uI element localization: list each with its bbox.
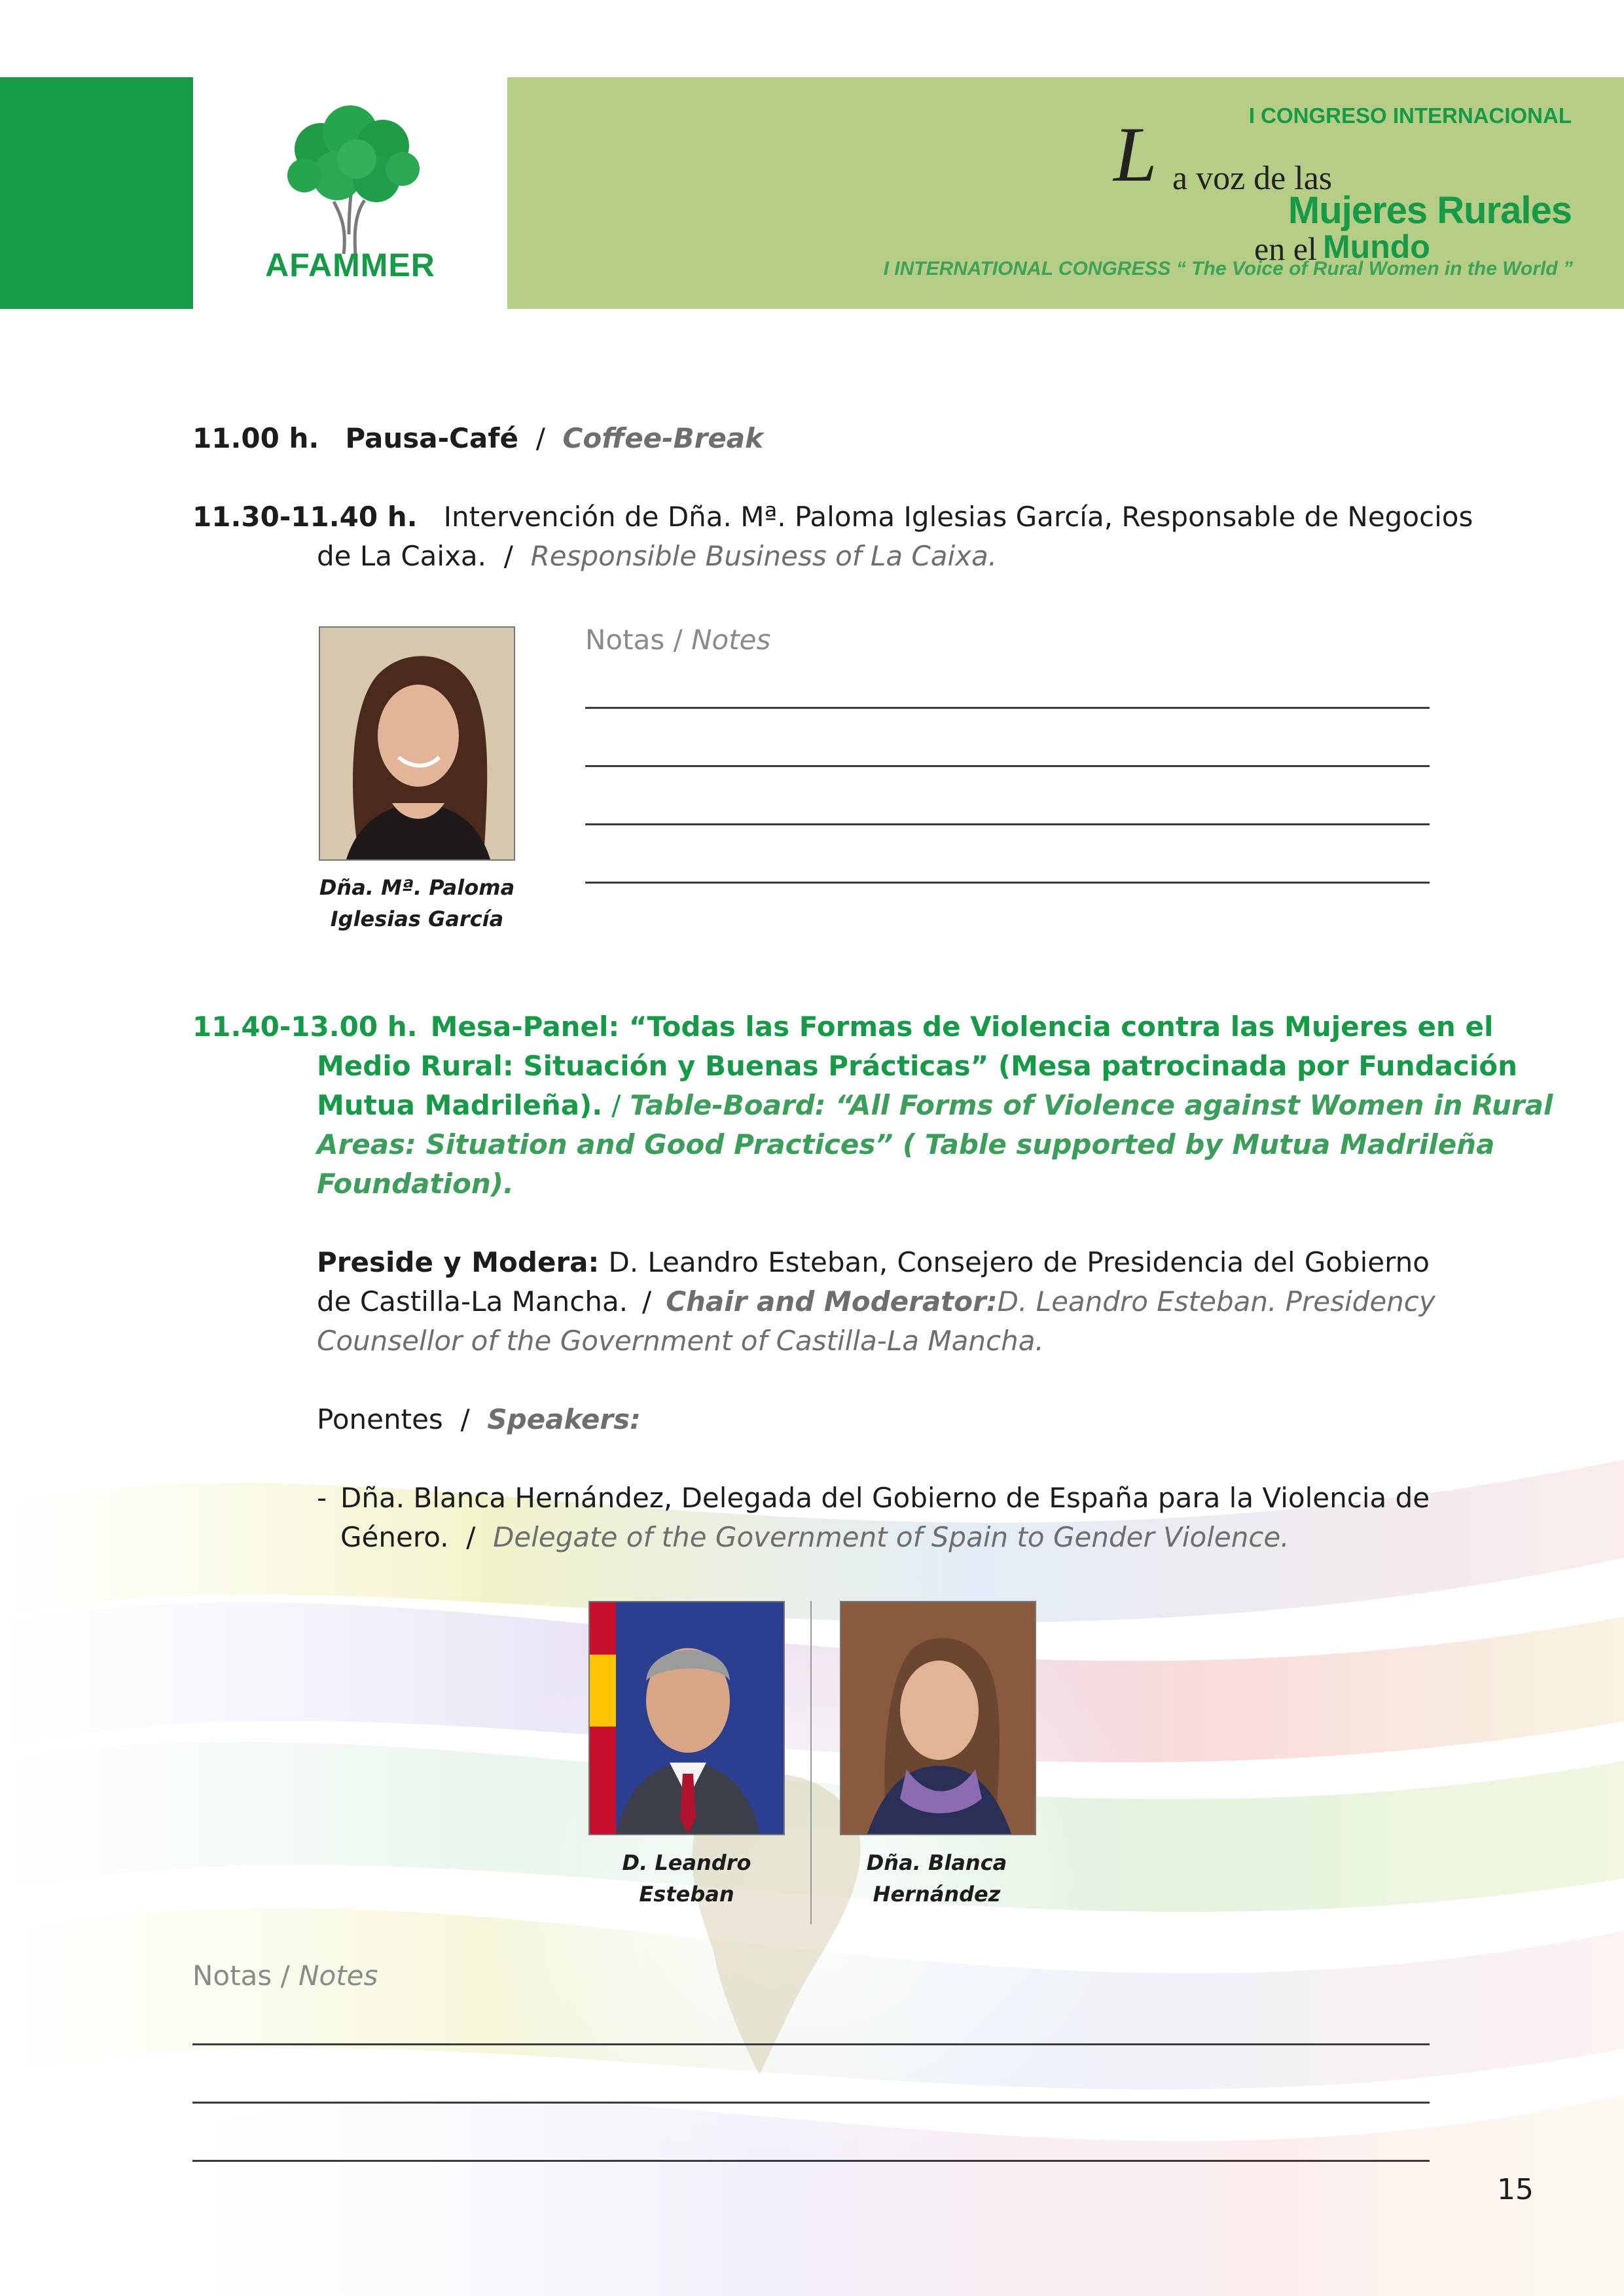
notes-top-es: Notas (585, 624, 665, 656)
chair-en-1: D. Leandro Esteban. Presidency (997, 1285, 1435, 1318)
congress-title-line3: Mujeres Rurales (1288, 189, 1572, 232)
speaker1-es-1: Dña. Blanca Hernández, Delegada del Gobierno de España para la Violencia de (340, 1482, 1430, 1514)
notes-line (585, 707, 1430, 709)
speakers-separator: / (460, 1403, 470, 1435)
notes-heading-bottom (192, 1960, 378, 1992)
speaker1-en: Delegate of the Government of Spain to Gender Violence. (493, 1521, 1290, 1553)
notes-line (585, 823, 1430, 825)
talk-time: 11.30-11.40 h. (192, 501, 418, 533)
speaker1-line-2 (340, 1518, 1290, 1557)
photo-leandro-caption-line2: Esteban (639, 1882, 734, 1907)
congress-title-line2: a voz de las (1172, 160, 1333, 197)
photo-blanca-caption-line2: Hernández (873, 1882, 1001, 1907)
panel-title-en-5: Foundation). (317, 1168, 514, 1200)
chair-en-2: Counsellor of the Government of Castilla-La Mancha. (317, 1325, 1044, 1357)
congress-title-line1: I CONGRESO INTERNACIONAL (1248, 103, 1572, 128)
congress-title-block (1074, 103, 1572, 267)
portrait-man-icon (590, 1602, 784, 1834)
talk-line-1 (192, 497, 1473, 537)
coffee-separator: / (535, 422, 545, 454)
photo-paloma-caption-line2: Iglesias García (330, 906, 504, 931)
portrait-woman-icon (320, 628, 514, 859)
panel-title-en-4: Areas: Situation and Good Practices” ( Table supported by Mutua Madrileña (317, 1128, 1495, 1160)
photos-divider (810, 1601, 812, 1924)
speaker1-es-2: Género. (340, 1521, 449, 1553)
notes-line (585, 882, 1430, 884)
notes-line (192, 2102, 1430, 2104)
tree-logo-icon (278, 103, 429, 254)
notes-line (585, 765, 1430, 767)
chair-label: Preside y Modera: (317, 1246, 600, 1278)
photo-paloma-caption (319, 872, 515, 935)
notes-top-en: Notes (691, 624, 771, 656)
notes-line (192, 2043, 1430, 2045)
afammer-logo (193, 77, 507, 309)
notes-top-sep: / (673, 624, 683, 656)
photo-blanca-hernandez (840, 1601, 1036, 1835)
speakers-en: Speakers: (487, 1403, 641, 1435)
chair-en-label: Chair and Moderator: (666, 1285, 998, 1318)
chair-separator: / (642, 1285, 652, 1318)
portrait-woman-icon (841, 1602, 1035, 1834)
talk-separator: / (503, 540, 513, 572)
photo-leandro-esteban (588, 1601, 785, 1835)
panel-title-es-3: Mutua Madrileña). (317, 1089, 603, 1121)
panel-title-es-2: Medio Rural: Situación y Buenas Prácticas” (Mesa patrocinada por Fundación (317, 1050, 1518, 1082)
notes-bottom-sep: / (280, 1960, 290, 1992)
congress-title-initial: L (1113, 111, 1157, 198)
notes-bottom-es: Notas (192, 1960, 272, 1992)
photo-leandro-caption (588, 1847, 785, 1910)
coffee-title-en: Coffee-Break (562, 422, 764, 454)
header-green-block (0, 77, 193, 309)
panel-separator: / (611, 1089, 621, 1121)
photo-paloma-iglesias (319, 626, 515, 861)
congress-title-line4a: en el (1254, 230, 1317, 267)
panel-title-line-3 (317, 1086, 1553, 1125)
coffee-title-es: Pausa-Café (345, 422, 518, 454)
talk-description-es: Intervención de Dña. Mª. Paloma Iglesias García, Responsable de Negocios (443, 501, 1473, 533)
panel-title-en-3: Table-Board: “All Forms of Violence against Women in Rural (630, 1089, 1553, 1121)
panel-title-line-1 (192, 1007, 1494, 1047)
chair-line-2 (317, 1282, 1435, 1321)
panel-time: 11.40-13.00 h. (192, 1011, 418, 1043)
notes-line (192, 2160, 1430, 2162)
afammer-wordmark: AFAMMER (265, 247, 435, 283)
coffee-break-line (192, 419, 763, 458)
panel-title-es-1: Mesa-Panel: “Todas las Formas de Violencia contra las Mujeres en el (430, 1011, 1494, 1043)
speakers-es: Ponentes (317, 1403, 443, 1435)
congress-english-title: I INTERNATIONAL CONGRESS “ The Voice of Rural Women in the World ” (883, 258, 1573, 279)
photo-blanca-caption (839, 1847, 1035, 1910)
chair-line-1 (317, 1243, 1430, 1282)
header-band (507, 77, 1624, 309)
photo-leandro-caption-line1: D. Leandro (622, 1850, 751, 1875)
page-header (0, 77, 1624, 309)
notes-heading-top (585, 624, 770, 656)
speakers-heading (317, 1400, 641, 1439)
notes-bottom-en: Notes (298, 1960, 378, 1992)
speaker1-dash: - (317, 1482, 327, 1514)
talk-org-es: de La Caixa. (317, 540, 487, 572)
talk-line-2 (317, 537, 997, 576)
congress-title-line4b: Mundo (1323, 228, 1430, 265)
talk-org-en: Responsible Business of La Caixa. (530, 540, 998, 572)
chair-es-1: D. Leandro Esteban, Consejero de Presidencia del Gobierno (608, 1246, 1430, 1278)
chair-es-2: de Castilla-La Mancha. (317, 1285, 628, 1318)
photo-blanca-caption-line1: Dña. Blanca (866, 1850, 1007, 1875)
page-number: 15 (1497, 2173, 1534, 2206)
coffee-time: 11.00 h. (192, 422, 319, 454)
speaker1-separator: / (466, 1521, 476, 1553)
photo-paloma-caption-line1: Dña. Mª. Paloma (319, 875, 515, 900)
